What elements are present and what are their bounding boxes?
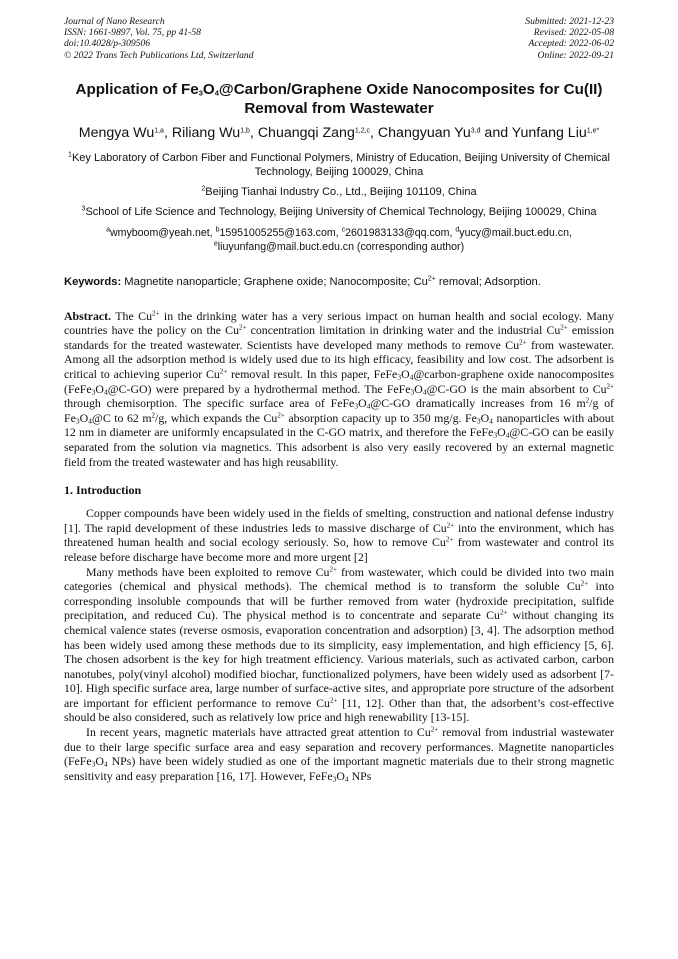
- journal-issn: ISSN: 1661-9897, Vol. 75, pp 41-58: [64, 27, 201, 39]
- section-heading-introduction: 1. Introduction: [64, 483, 142, 498]
- author-name: Changyuan Yu: [377, 124, 471, 141]
- author-name: Yunfang Liu: [511, 124, 587, 141]
- introduction-body: [64, 506, 614, 783]
- date-submitted: Submitted: 2021-12-23: [525, 16, 614, 27]
- journal-name: Journal of Nano Research: [64, 16, 165, 27]
- abstract: Abstract. The $Cu^{2+}$ in the drinking water has a very serious impact on human health and social ecology. Many countries have the policy on the $Cu^{2+}$ concentration limitation in drinking water and the industrial $Cu^{2+}$ emission standards for the treated wastewater. Scientists have developed many methods to remove $Cu^{2+}$ from wastewater. Among all the adsorption method is widely used due to its high efficacy, feasibility and low cost. The adsorbent is critical to achieving superior $Cu^{2+}$ removal result. In this paper, $FeFe_3O_4@carbon$-graphene oxide nanocomposites $(FeFe_3O_4@C-GO)$ were prepared by a hydrothermal method. The $FeFe_3O_4@C-GO$ is the main absorbent to $Cu^{2+}$ through chemisorption. The specific surface area of $FeFe_3O_4@C-GO$ dramatically increases from 16 $m^2/g$ of $Fe_3O_4@C$ to 62 $m^2/g$, which expands the $Cu^{2+}$ absorption capacity up to 350 mg/g. $Fe_3O_4$ nanoparticles with about 12 nm in diameter are uniformly encapsulated in the C-GO matrix, and therefore the $FeFe_3O_4@C-GO$ can be easily separated from the solution via magnetics. This adsorbent is also very easily recovered by an external magnetic field from the treated wastewater and has high reusability.: [64, 308, 615, 469]
- author-name: Chuangqi Zang: [257, 124, 355, 141]
- paragraph: Copper compounds have been widely used in the fields of smelting, construction and national defense industry [1]. The rapid development of these industries leds to massive discharge of $Cu^{2+}$ into the environment, which has threatened human health and social ecology seriously. So, how to remove $Cu^{2+}$ from wastewater and control its release before discharge have become more and more urgent [2]: [64, 506, 614, 564]
- author-emails: $^a$wmyboom@yeah.net, $^b$15951005255@163.com, $^c$2601983133@qq.com, $^d$yucy@mail.buct.edu.cn, $^e$liuyunfang@mail.buct.edu.cn (corresponding author): [106, 226, 572, 253]
- date-revised: Revised: 2022-05-08: [533, 27, 614, 39]
- paragraph: In recent years, magnetic materials have attracted great attention to $Cu^{2+}$ removal from industrial wastewater due to their large specific surface area and easy separation and recovery performances. Magnetite nanoparticles ($FeFe_3O_4$ NPs) have been widely studied as one of the important magnetic materials due to their strong magnetic sensitivity and easy preparation [16, 17]. However, $FeFe_3O_4$ NPs: [64, 725, 615, 784]
- keywords-label: Keywords:: [64, 275, 122, 288]
- email-link[interactable]: liuyunfang@mail.buct.edu.cn (corresponding author): [217, 240, 465, 253]
- affiliation-1: $^1$Key Laboratory of Carbon Fiber and Functional Polymers, Ministry of Education, Beijing University of Chemical Technology, Beijing 100029, China: [68, 151, 610, 179]
- date-accepted: Accepted: 2022-06-02: [528, 38, 614, 50]
- author-name: Riliang Wu: [171, 124, 241, 141]
- abstract-label: Abstract.: [64, 308, 112, 323]
- email-link[interactable]: yucy@mail.buct.edu.cn,: [459, 226, 572, 239]
- date-online: Online: 2022-09-21: [537, 49, 614, 61]
- email-link[interactable]: wmyboom@yeah.net,: [110, 226, 216, 239]
- journal-doi: doi:10.4028/p-309506: [64, 38, 151, 50]
- affiliation-3: $^3$School of Life Science and Technology, Beijing University of Chemical Technology, Beijing 100029, China: [81, 205, 597, 219]
- paper-page: [64, 16, 614, 783]
- author-list: Mengya Wu$^{1,a}$, Riliang Wu$^{1,b}$, Chuangqi Zang$^{1,2,c}$, Changyuan Yu$^{3,d}$ and Yunfang Liu$^{1,e*}$: [78, 124, 600, 141]
- submission-dates: [525, 16, 614, 61]
- author-name: Mengya Wu: [78, 124, 155, 141]
- journal-header: [64, 16, 614, 61]
- email-link[interactable]: 15951005255@163.com,: [219, 226, 342, 239]
- paper-title: Application of $Fe_3O_4@Carbon$/Graphene Oxide Nanocomposites for Cu(II) Removal from Wastewater: [75, 80, 603, 117]
- keywords: Keywords: Magnetite nanoparticle; Graphene oxide; Nanocomposite; $Cu^{2+}$ removal; Adsorption.: [64, 275, 541, 288]
- journal-info: [64, 16, 254, 61]
- journal-copyright: © 2022 Trans Tech Publications Ltd, Switzerland: [64, 49, 254, 61]
- paragraph: Many methods have been exploited to remove $Cu^{2+}$ from wastewater, which could be divided into two main categories (chemical and physical methods). The chemical method is to transform the soluble $Cu^{2+}$ into corresponding insoluble compounds that will be further removed from water (hydroxide precipitation, sulfide precipitation, and reduced Cu). The physical method is to concentrate and separate $Cu^{2+}$ without changing its chemical valence states (reverse osmosis, evaporation concentration and adsorption) [3, 4]. The adsorption method has been widely used among these methods due to its simplicity, easy implementation, and high efficiency [5, 6]. The chosen adsorbent is the key for high treatment efficiency. Various materials, such as activated carbon, carbon nanotubes, poly(vinyl alcohol) modified biochar, functionalized polymers, have been widely used as adsorbent [7-10]. High specific surface area, large number of surface-active sites, and appropriate pore structure of the adsorbent are important for efficient performance to remove $Cu^{2+}$ [11, 12]. Other than that, the adsorbent’s cost-effective should be also considered, such as relatively low price and high renewability [13-15].: [64, 564, 615, 725]
- email-link[interactable]: 2601983133@qq.com,: [345, 226, 456, 239]
- affiliation-2: $^2$Beijing Tianhai Industry Co., Ltd., Beijing 101109, China: [201, 185, 477, 199]
